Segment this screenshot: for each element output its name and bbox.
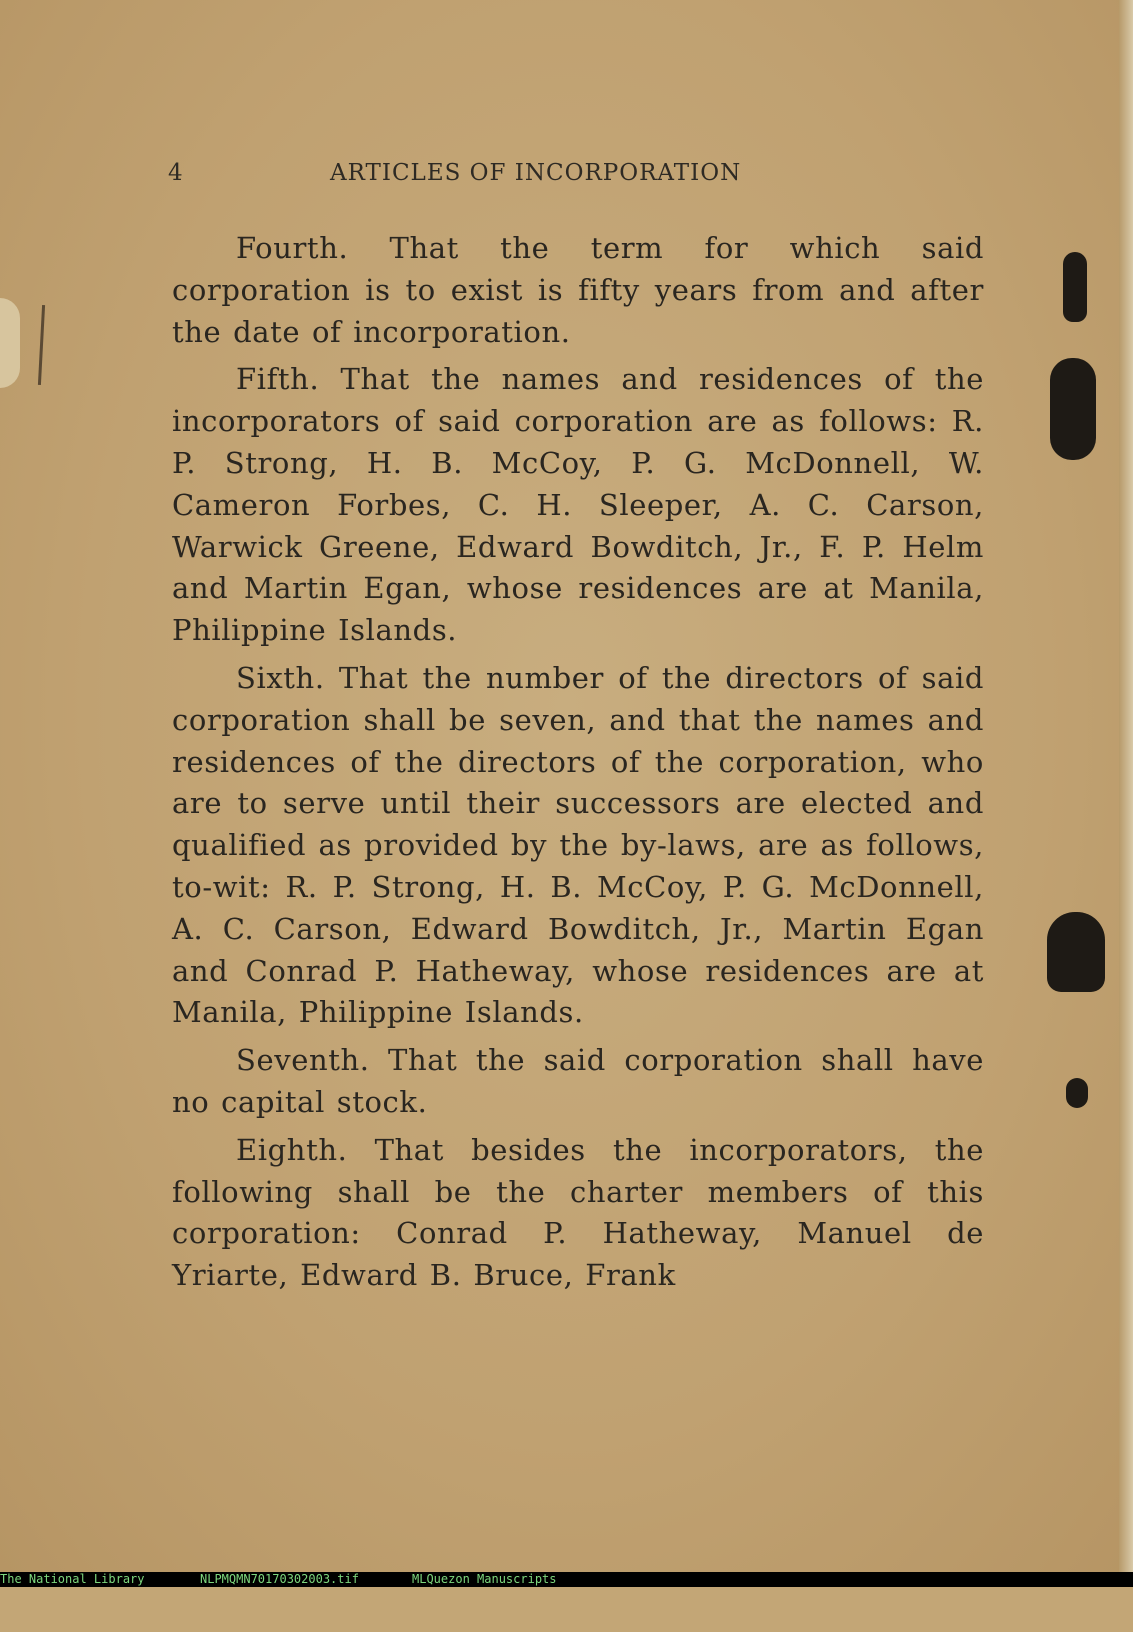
- page-edge: [1119, 0, 1133, 1572]
- footer-file: NLPMQMN70170302003.tif: [200, 1572, 359, 1586]
- footer-library: The National Library: [0, 1572, 145, 1586]
- running-head: ARTICLES OF INCORPORATION: [330, 160, 742, 186]
- pencil-mark: [38, 305, 45, 385]
- punch-hole-2: [1050, 358, 1096, 460]
- paragraph-seventh: Seventh. That the said corporation shall have no capital stock.: [172, 1043, 984, 1119]
- punch-hole-1: [1063, 252, 1087, 322]
- paragraph-fifth: Fifth. That the names and residences of the incorporators of said corporation are as follows: R. P. Strong, H. B. McCoy, P. G. McDonnell, W. Cameron Forbes, C. H. Sleeper, A. C. Carson, Warwick Greene, Edward Bowditch, Jr., F. P. Helm and Martin Egan, whose residences are at Manila, Philippine Islands.: [172, 362, 984, 648]
- footer-collection: MLQuezon Manuscripts: [412, 1572, 557, 1586]
- paragraph-eighth: Eighth. That besides the incorporators, the following shall be the charter members of this corporation: Conrad P. Hatheway, Manuel de Yriarte, Edward B. Bruce, Frank: [172, 1132, 984, 1293]
- torn-edge: [0, 298, 20, 388]
- paragraph-sixth: Sixth. That the number of the directors of said corporation shall be seven, and that the names and residences of the directors of the corporation, who are to serve until their successors are elected and qualified as provided by the by-laws, are as follows, to-wit: R. P. Strong, H. B. McCoy, P. G. McDonnell, A. C. Carson, Edward Bowditch, Jr., Martin Egan and Conrad P. Hatheway, whose residences are at Manila, Philippine Islands.: [172, 660, 984, 1030]
- page-number: 4: [168, 160, 184, 186]
- page-header: [168, 160, 828, 190]
- body-text: [172, 228, 984, 1303]
- scan-footer: [0, 1572, 1133, 1587]
- paragraph-fourth: Fourth. That the term for which said corporation is to exist is fifty years from and after the date of incorporation.: [172, 231, 984, 349]
- punch-hole-3: [1047, 912, 1105, 992]
- punch-hole-4: [1066, 1078, 1088, 1108]
